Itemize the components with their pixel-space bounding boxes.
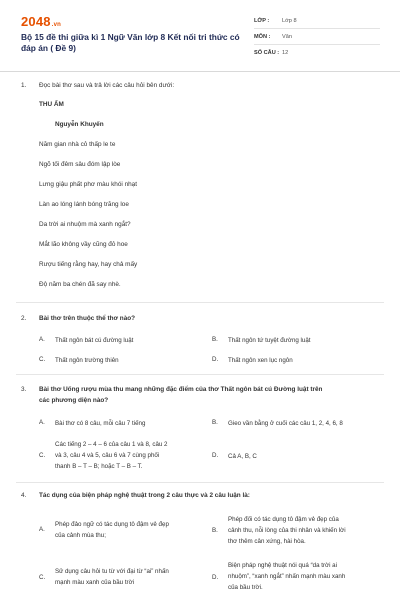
poem-line: Làn ao lóng lánh bóng trăng loe (39, 201, 129, 208)
meta-row-grade (254, 13, 380, 29)
exam-meta-table (254, 13, 380, 61)
option-text: Phép đối có tác dụng tô đậm vẻ đẹp của (228, 516, 339, 523)
question-number: 4. (21, 492, 27, 499)
option-letter: B. (212, 336, 218, 343)
question-text-cont: các phương diện nào? (39, 397, 109, 404)
meta-value: Lớp 8 (282, 17, 297, 24)
option-letter: A. (39, 526, 45, 533)
option-text: cảnh thu, nỗi lòng của thi nhân và khiến lời (228, 527, 346, 534)
option-text: Thất ngôn bát cú đường luật (55, 337, 134, 344)
option-text: nhuộm”, “xanh ngắt” nhấn mạnh màu xanh (228, 573, 346, 580)
document-title: Bộ 15 đề thi giữa kì 1 Ngữ Văn lớp 8 Kết nối tri thức có đáp án ( Đề 9) (21, 32, 240, 53)
option-letter: D. (212, 574, 219, 581)
site-logo[interactable] (21, 14, 61, 29)
page-header (0, 0, 400, 72)
meta-row-count (254, 45, 380, 61)
poem-title: THU ẨM (39, 101, 64, 108)
option-text: thanh B – T – B; hoặc T – B – T. (55, 463, 143, 470)
question-divider (16, 374, 384, 375)
option-text: và 3, câu 4 và 5, câu 6 và 7 cùng phối (55, 452, 160, 459)
logo-domain: .vn (51, 22, 62, 28)
poem-line: Da trời ai nhuộm mà xanh ngắt? (39, 221, 131, 228)
option-text: Sử dụng câu hỏi tu từ với đại từ “ai” nhấn (55, 568, 169, 575)
option-text: Biện pháp nghệ thuật nói quá “da trời ai (228, 562, 337, 569)
option-letter: C. (39, 574, 46, 581)
question-text: Tác dụng của biện pháp nghệ thuật trong 2 câu thực và 2 câu luận là: (39, 492, 250, 499)
poem-line: Mắt lão không vầy cũng đỏ hoe (39, 241, 128, 248)
logo-number: 2048 (21, 14, 51, 29)
option-letter: A. (39, 419, 45, 426)
option-letter: C. (39, 452, 46, 459)
option-text: của bầu trời. (228, 584, 263, 591)
option-text: Cả A, B, C (228, 453, 257, 460)
option-text: Gieo vần bằng ở cuối các câu 1, 2, 4, 6, 8 (228, 420, 343, 427)
option-text: Phép đảo ngữ có tác dụng tô đậm vẻ đẹp (55, 521, 169, 528)
poem-line: Rượu tiếng rằng hay, hay chả mấy (39, 261, 138, 268)
poem-line: Năm gian nhà cỏ thấp le te (39, 141, 116, 148)
poem-line: Ngõ tối đêm sâu đóm lập lòe (39, 161, 121, 168)
option-letter: D. (212, 356, 219, 363)
question-text: Đọc bài thơ sau và trả lời các câu hỏi bên dưới: (39, 82, 175, 89)
question-text: Bài thơ trên thuộc thể thơ nào? (39, 315, 136, 322)
option-letter: A. (39, 336, 45, 343)
option-text: mạnh màu xanh của bầu trời (55, 579, 135, 586)
option-letter: B. (212, 419, 218, 426)
meta-value: 12 (282, 50, 289, 56)
question-number: 2. (21, 315, 27, 322)
option-text: Thất ngôn xen lục ngôn (228, 357, 293, 364)
option-text: của cảnh mùa thu; (55, 532, 106, 539)
option-text: thơ thêm cân xứng, hài hòa. (228, 538, 306, 545)
meta-row-subject (254, 29, 380, 45)
option-letter: C. (39, 356, 46, 363)
meta-value: Văn (282, 33, 292, 40)
option-text: Thất ngôn tứ tuyệt đường luật (228, 337, 311, 344)
option-text: Thất ngôn trường thiên (55, 357, 119, 364)
question-number: 3. (21, 386, 27, 393)
question-text: Bài thơ Uống rượu mùa thu mang những đặc điểm của thơ Thất ngôn bát cú Đường luật trên (39, 386, 323, 393)
option-letter: D. (212, 452, 219, 459)
question-divider (16, 302, 384, 303)
meta-label: MÔN : (254, 33, 271, 40)
question-divider (16, 482, 384, 483)
poem-line: Độ năm ba chén đã say nhè. (39, 281, 121, 288)
question-number: 1. (21, 82, 27, 89)
meta-label: LỚP : (254, 17, 270, 24)
option-text: Các tiếng 2 – 4 – 6 của câu 1 và 8, câu 2 (55, 441, 168, 448)
option-text: Bài thơ có 8 câu, mỗi câu 7 tiếng (55, 420, 146, 427)
option-letter: B. (212, 527, 218, 534)
meta-label: SỐ CÂU : (254, 50, 280, 56)
poem-line: Lưng giậu phất phơ màu khói nhạt (39, 181, 138, 188)
poem-author: Nguyễn Khuyến (55, 121, 104, 128)
